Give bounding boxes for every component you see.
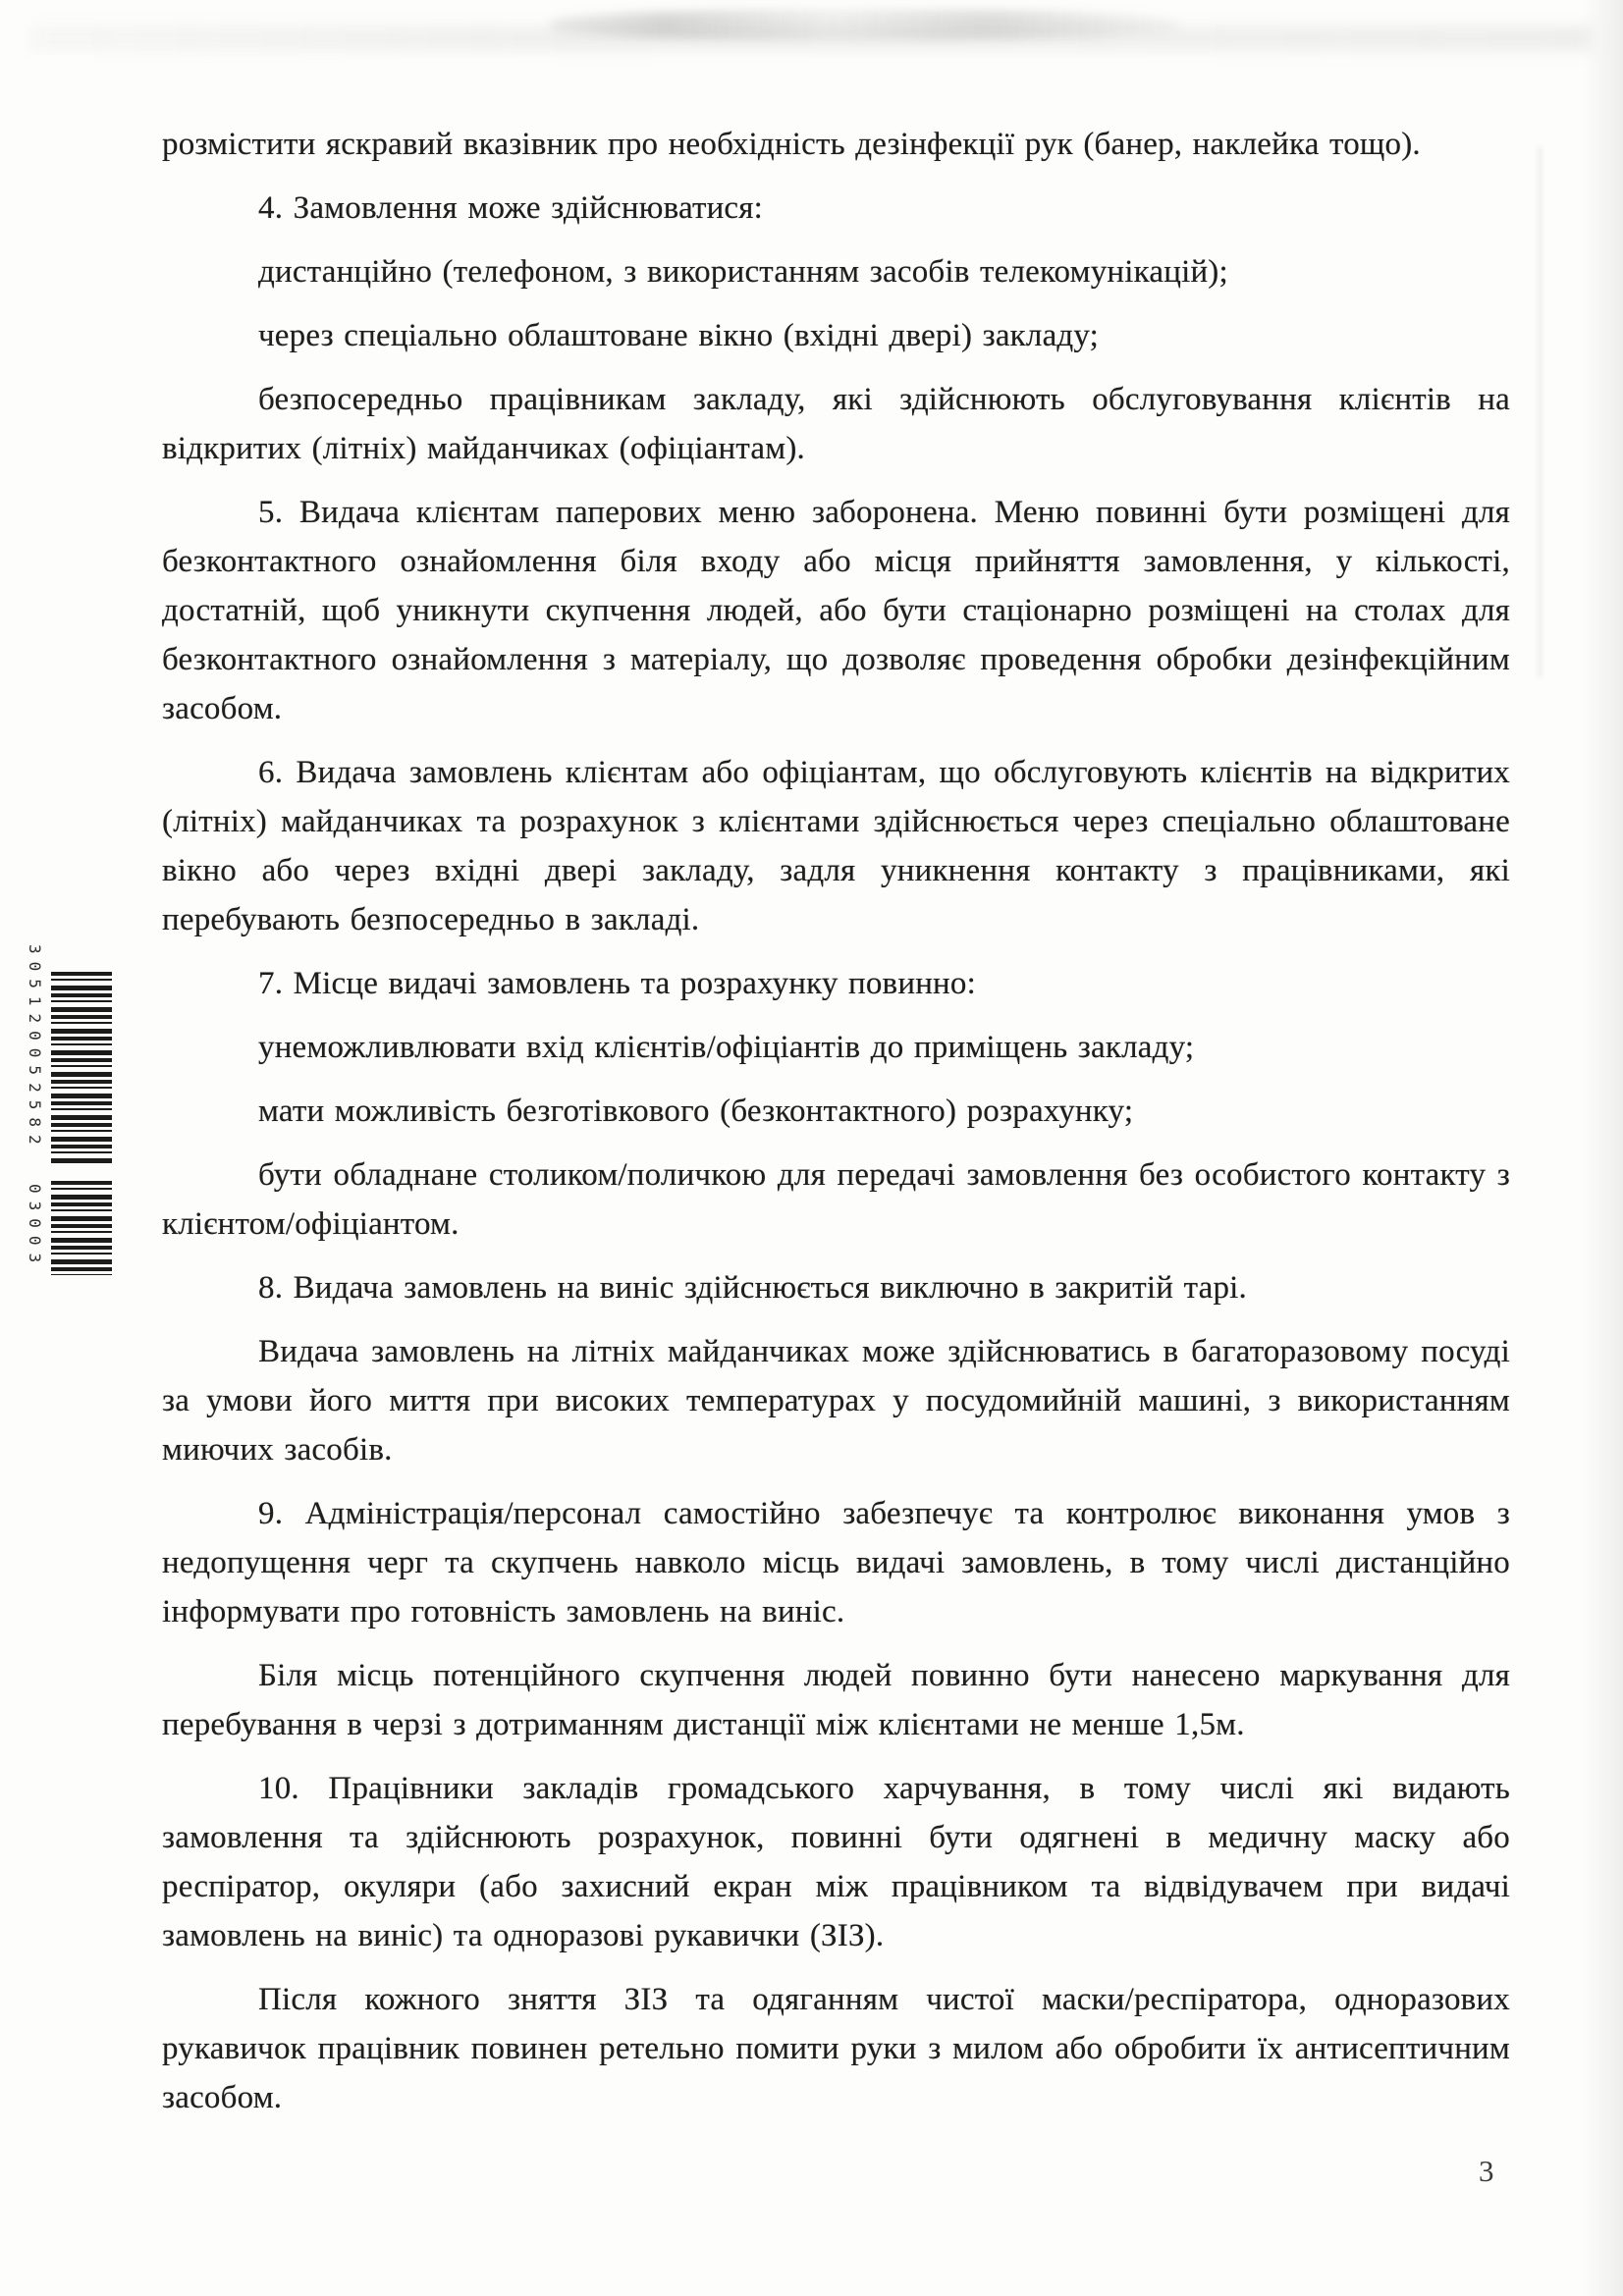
paragraph-reusable-dishes: Видача замовлень на літніх майданчиках може здійснюватись в багаторазовому посуді за умови його миття при високих температурах у посудомийній машині, з використанням миючих засобів. bbox=[162, 1334, 1510, 1468]
paragraph-item-5: 5. Видача клієнтам паперових меню заборонена. Меню повинні бути розміщені для безконтактного ознайомлення біля входу або місця прийняття замовлення, у кількості, достатній, щоб уникнути скупчення людей, або бути стаціонарно розміщені на столах для безконтактного ознайомлення з матеріалу, що дозволяє проведення обробки дезінфекційним засобом. bbox=[162, 495, 1510, 726]
page-number: 3 bbox=[1479, 2154, 1494, 2188]
paragraph-item-9: 9. Адміністрація/персонал самостійно забезпечує та контролює виконання умов з недопущення черг та скупчень навколо місць видачі замовлень, в тому числі дистанційно інформувати про готовність замовлень на виніс. bbox=[162, 1496, 1510, 1629]
paragraph-bullet-window: через спеціально облаштоване вікно (вхідні двері) закладу; bbox=[258, 318, 1100, 353]
registration-barcode bbox=[26, 942, 112, 1288]
paragraph-ppe-removal: Після кожного зняття ЗІЗ та одяганням чистої маски/респіратора, одноразових рукавичок працівник повинен ретельно помити руки з милом або обробити їх антисептичним засобом. bbox=[162, 1982, 1510, 2115]
barcode-bars-main bbox=[51, 972, 112, 1163]
scan-artifact-right-streak bbox=[1538, 147, 1542, 677]
paragraph-continuation: розмістити яскравий вказівник про необхідність дезінфекції рук (банер, наклейка тощо). bbox=[162, 127, 1421, 162]
paragraph-bullet-table: бути обладнане столиком/поличкою для передачі замовлення без особистого контакту з клієнтом/офіціантом. bbox=[162, 1157, 1510, 1242]
paragraph-bullet-staff: безпосередньо працівникам закладу, які здійснюють обслуговування клієнтів на відкритих (літніх) майданчиках (офіціантам). bbox=[162, 382, 1510, 466]
scan-artifact-right-edge bbox=[1582, 0, 1623, 2296]
barcode-rotated-inner bbox=[26, 942, 112, 1288]
scan-artifact-top-band bbox=[29, 26, 1591, 51]
paragraph-bullet-remote: дистанційно (телефоном, з використанням засобів телекомунікацій); bbox=[258, 254, 1228, 290]
barcode-digits bbox=[26, 942, 47, 1288]
paragraph-queue-marking: Біля місць потенційного скупчення людей повинно бути нанесено маркування для перебування в черзі з дотриманням дистанції між клієнтами не менше 1,5м. bbox=[162, 1658, 1510, 1742]
paragraph-bullet-no-entry: унеможливлювати вхід клієнтів/офіціантів до приміщень закладу; bbox=[258, 1030, 1195, 1065]
barcode-number-main: 305120052582 bbox=[26, 944, 44, 1152]
barcode-bars-secondary bbox=[51, 1181, 112, 1275]
document-body bbox=[162, 120, 1510, 2137]
paragraph-item-10: 10. Працівники закладів громадського харчування, в тому числі які видають замовлення та здійснюють розрахунок, повинні бути одягнені в медичну маску або респіратор, окуляри (або захисний екран між працівником та відвідувачем при видачі замовлень на виніс) та одноразові рукавички (ЗІЗ). bbox=[162, 1771, 1510, 1953]
paragraph-bullet-cashless: мати можливість безготівкового (безконтактного) розрахунку; bbox=[258, 1094, 1134, 1129]
paragraph-item-8: 8. Видача замовлень на виніс здійснюється виключно в закритій тарі. bbox=[258, 1270, 1247, 1306]
paragraph-item-7: 7. Місце видачі замовлень та розрахунку повинно: bbox=[258, 966, 976, 1001]
barcode-number-secondary: 03003 bbox=[26, 1184, 44, 1271]
paragraph-item-6: 6. Видача замовлень клієнтам або офіціантам, що обслуговують клієнтів на відкритих (літніх) майданчиках та розрахунок з клієнтами здійснюється через спеціально облаштоване вікно або через вхідні двері закладу, задля уникнення контакту з працівниками, які перебувають безпосередньо в закладі. bbox=[162, 755, 1510, 937]
paragraph-item-4: 4. Замовлення може здійснюватися: bbox=[258, 190, 764, 226]
